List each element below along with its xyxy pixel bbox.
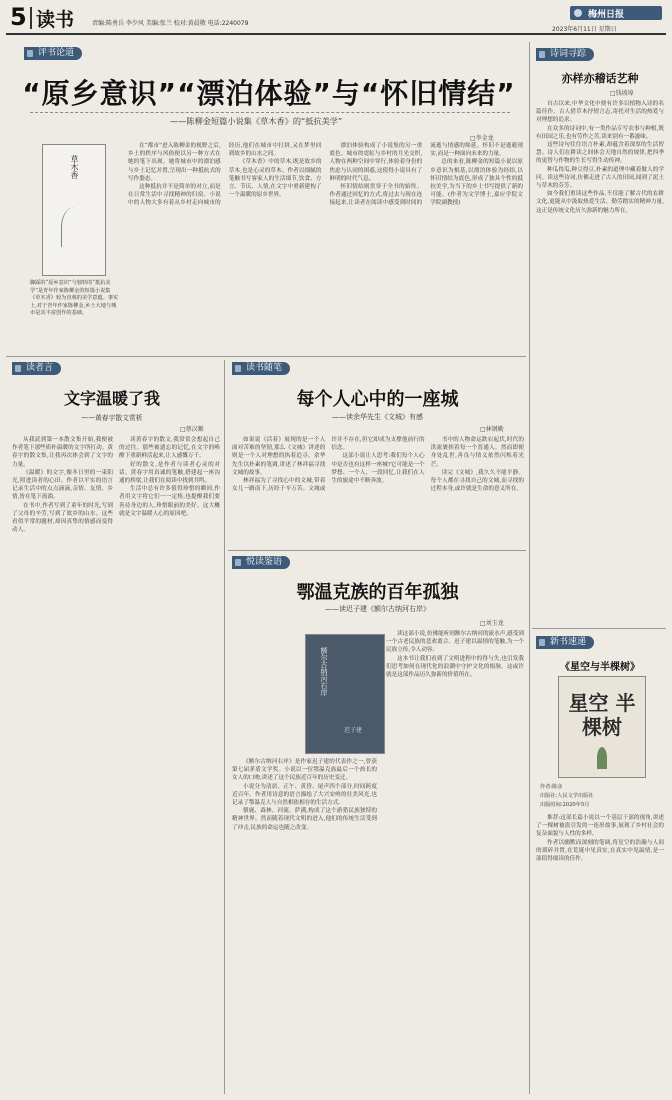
section-name: 读书 xyxy=(36,9,75,31)
left-article-paragraph: 读黄春宇的散文,我常常会想起自己的过往。那些被遗忘的记忆,在文字的唤醒下重新鲜活起来,让人感慨万千。 xyxy=(119,437,220,460)
new-book-paragraph: 推荐:这部长篇小说以一个基层干部的视角,讲述了一棵树被盗引发的一连串故事,展现了乡村社会的复杂面貌与人性的多样。 xyxy=(536,815,664,838)
bottom-article-paragraph: 驯鹿、森林、河流、萨满,构成了这个游猎民族独特的精神世界。然而随着现代文明的进入,他们的传统生活受到了冲击,民族的命运也随之改变。 xyxy=(232,808,377,831)
header-rule xyxy=(6,33,666,35)
feature-author: □李金龙 xyxy=(470,135,494,142)
left-article-body xyxy=(12,436,220,1086)
poem-paragraph: 这些诗句往往语言朴素,却蕴含着深厚的生活智慧。诗人们在耕读之间体会天地自然的规律,把四季的更替与作物的生长写得生动传神。 xyxy=(536,142,664,165)
bottom-article-author: □刘玉龙 xyxy=(480,620,504,627)
mid-article-body xyxy=(232,436,524,546)
mid-article-author: □林钢勤 xyxy=(480,426,504,433)
poem-author: □钱坡埠 xyxy=(610,90,634,97)
feature-paragraph: 漂泊体验构成了小说集的另一重底色。城市的霓虹与乡村的月光交织,人物在两种空间中穿行,体验着身份的焦虑与认同的困惑,这使得小说具有了鲜明的时代气息。 xyxy=(329,143,423,182)
mid-article-title: 每个人心中的一座城 xyxy=(296,389,459,410)
bottom-article-paragraph: 这本书让我们看到了文明进程中的得与失,也引发我们思考如何在现代化的浪潮中守护文化的根脉。这或许就是这部作品历久弥新的价值所在。 xyxy=(386,655,524,679)
cover-author: 迟子建 xyxy=(344,727,363,734)
paper-name-badge xyxy=(570,6,662,20)
mid-article-paragraph: 书中的人物命运跌宕起伏,时代的洪流裹挟着每一个普通人。然而即便身处乱世,善良与情义依然闪烁着光芒。 xyxy=(430,437,524,468)
new-book-rule xyxy=(532,628,666,629)
poem-tag: 诗词寻踪 xyxy=(536,48,594,61)
poem-body xyxy=(536,100,664,620)
poem-paragraph: 自古以来,中华文化中便有许多以植物入诗的名篇佳作。古人借草木抒情言志,寄托对生活的热爱与对理想的追求。 xyxy=(536,101,664,124)
page-header xyxy=(0,0,672,40)
section-divider xyxy=(30,7,32,29)
paper-logo-icon xyxy=(574,9,582,17)
new-book-author: 作者:陈彦 xyxy=(540,784,563,790)
bottom-article-tag: 悦读鉴语 xyxy=(232,556,290,569)
tree-illustration xyxy=(597,747,607,769)
new-book-publisher: 出版社:人民文学出版社 xyxy=(540,793,594,799)
cover-title: 额尔古纳河右岸 xyxy=(320,647,328,696)
bottom-article-body-right xyxy=(386,630,524,1088)
feature-subtitle: ——陈柳金短篇小说集《草木香》的“抵抗美学” xyxy=(170,116,343,126)
left-article-paragraph: 生活中总有许多值得珍惜的瞬间,作者用文字将它们一一定格,也提醒我们要善待身边的人,珍惜眼前的美好。这大概就是文字温暖人心的原因吧。 xyxy=(119,486,220,517)
header-credits: 责编:陈勇兵 李少风 美编:张兰 校对:黄晨敬 电话:2240079 xyxy=(92,20,249,27)
feature-paragraph: 这种抵抗并不是简单的对立,而是在日常生活中寻找精神的归宿。小说中的人物大多有着从乡村走向城市的经历,他们在城市中打拼,又在梦里回到故乡的山水之间。 xyxy=(128,143,322,207)
paper-name: 梅州日报 xyxy=(588,10,625,20)
poem-paragraph: 在众多的诗词中,有一类作品专写农事与种植,既有田园之乐,也有劳作之苦,读来别有一番滋味。 xyxy=(536,125,664,140)
new-book-cover-text: 星空 半棵树 xyxy=(568,691,636,739)
issue-date: 2023年6月11日 星期日 xyxy=(552,26,617,33)
left-article-paragraph: 好的散文,是作者与读者心灵的对话。黄春宇用真诚的笔触,搭建起一座沟通的桥梁,让我们在阅读中找到共鸣。 xyxy=(119,461,220,485)
right-column-divider xyxy=(529,42,530,1094)
left-article-subtitle: ——黄春宇散文赏析 xyxy=(81,414,143,422)
bottom-article-paragraph: 读这部小说,仿佛能听到额尔古纳河的流水声,感受到一个古老民族的悲欢离合。迟子建以温情的笔触,为一个民族立传,令人动容。 xyxy=(386,631,524,654)
left-article-paragraph: 《温暖》的文字,像冬日里的一束阳光,照进读者的心田。作者以平实的语言记录生活中的点点滴滴,亲情、友情、乡情,皆在笔下流淌。 xyxy=(12,469,113,501)
left-article-title: 文字温暖了我 xyxy=(63,389,160,408)
left-column-divider xyxy=(224,360,225,1094)
poem-title: 亦样亦稽话艺种 xyxy=(561,72,639,85)
mid-article-paragraph: 读完《文城》,我久久不能平静。每个人都在寻找自己的文城,而寻找的过程本身,或许就是生命的意义所在。 xyxy=(430,469,524,493)
poem-paragraph: 种瓜得瓜,种豆得豆,朴素的道理中藏着做人的学问。读这些诗词,仿佛走进了古人的田园,闻到了泥土与草木的芬芳。 xyxy=(536,166,664,190)
bottom-article-title: 鄂温克族的百年孤独 xyxy=(296,582,459,603)
left-article-tag: 读者言 xyxy=(12,362,61,375)
new-book-paragraph: 作者以幽默而深刻的笔调,将星空的浩瀚与人间的琐碎并置,在荒诞中见真实,在真实中见温情,是一部值得细读的佳作。 xyxy=(536,839,664,863)
mid-article-paragraph: 如果说《活着》展现的是一个人面对苦难的坚韧,那么《文城》讲述的则是一个人对理想的执着追寻。余华先生以朴素的笔调,讲述了林祥福寻找文城的故事。 xyxy=(232,437,326,476)
bottom-article-paragraph: 小说分为清晨、正午、黄昏、尾声四个部分,时间跨度近百年。作者用诗意的语言描绘了大兴安岭的壮美风光,也记录了鄂温克人与自然相依相存的生活方式。 xyxy=(232,783,377,807)
poem-paragraph: 如今我们重读这些作品,不仅能了解古代的农耕文化,更能从中汲取热爱生活、勤劳踏实的精神力量,这正是传统文化历久弥新的魅力所在。 xyxy=(536,191,664,214)
mid-article-subtitle: ——读余华先生《文城》有感 xyxy=(332,413,423,421)
bottom-article-body-left xyxy=(232,758,377,1088)
page-number: 5 xyxy=(10,3,27,31)
feature-title: “原乡意识”“漂泊体验”与“怀旧情结” xyxy=(22,77,516,110)
bottom-article-paragraph: 《额尔古纳河右岸》是作家迟子建的代表作之一,曾获第七届茅盾文学奖。小说以一位鄂温克族最后一个酋长的女人的口吻,讲述了这个民族近百年的历史变迁。 xyxy=(232,759,377,782)
feature-paragraph: 总的来看,陈柳金的短篇小说以原乡意识为根基,以漂泊体验为经纬,以怀旧情结为底色,形成了独具个性的抵抗美学,为当下的乡土书写提供了新的可能。(作者为文学博士,嘉应学院文学院副教授) xyxy=(430,159,523,207)
new-book-cover xyxy=(558,676,646,778)
bottom-book-cover xyxy=(305,634,385,754)
left-article-author: □蔡汉顺 xyxy=(180,426,204,433)
feature-tag: 评书论道 xyxy=(24,47,82,60)
feature-paragraph: 《草木香》中的草木,既是故乡的草木,也是心灵的草木。作者以细腻的笔触书写客家人的生活细节,饮食、方言、节庆、人情,在文字中重新建构了一个温暖的原乡世界。 xyxy=(228,159,322,199)
new-book-tag: 新书速递 xyxy=(536,636,594,649)
feature-caption: 脚踩的“原乡意识”与独特的“抵抗美学”是青年作家陈柳金的短篇小说集《草木香》较为直观的美学意蕴。事实上,对于青年作家陈柳金,乡土大地与城市是其丰富创作的基础。 xyxy=(30,280,119,317)
feature-body xyxy=(128,142,523,352)
mid-article-paragraph: 这部小说让人思考:我们每个人心中是否也有这样一座城?它可能是一个梦想、一个人、一段回忆,让我们在人生的旅途中不断奔波。 xyxy=(331,453,425,485)
mid-article-paragraph: 林祥福为了寻找心中的文城,带着女儿一路南下,历经千辛万苦。文城或许并不存在,但它却成为支撑他前行的信念。 xyxy=(232,437,425,493)
mid-article-tag: 读书随笔 xyxy=(232,362,290,375)
left-article-paragraph: 从我読到第一本散文集开始,我便被作者笔下那些质朴温暖的文字所打动。黄春宇的散文集,让我再次体会到了文字的力量。 xyxy=(12,437,113,468)
new-book-body xyxy=(536,814,664,1088)
mid-section-rule xyxy=(6,356,526,357)
new-book-date: 出版时间:2020年5月 xyxy=(540,802,590,808)
cover-title: 草木香 xyxy=(70,155,79,179)
bottom-section-rule xyxy=(228,550,526,551)
feature-paragraph: 在“都市”进入陈柳金的视野之后,乡土的秩序与风俗便以另一种方式在她的笔下出现。她将城市中的漂泊感与乡土记忆并置,呈现出一种抵抗式的写作姿态。 xyxy=(128,143,221,182)
cover-plant-illustration xyxy=(61,207,88,247)
feature-title-rule xyxy=(30,112,510,113)
left-article-paragraph: 在书中,作者写到了童年的时光,写到了父母的辛劳,写到了故乡的山水。这些看似平常的题材,却因真挚的情感而变得动人。 xyxy=(12,502,113,534)
feature-paragraph: 怀旧情结则贯穿于全书的始终。作者通过回忆的方式,将过去与现在连接起来,让读者在阅读中感受到时间的流逝与情感的绵延。怀旧不是逃避现实,而是一种面向未来的力量。 xyxy=(329,143,523,207)
feature-book-cover xyxy=(42,144,106,276)
bottom-article-subtitle: ——读迟子建《额尔古纳河右岸》 xyxy=(325,605,430,613)
new-book-title: 《星空与半棵树》 xyxy=(560,662,640,673)
